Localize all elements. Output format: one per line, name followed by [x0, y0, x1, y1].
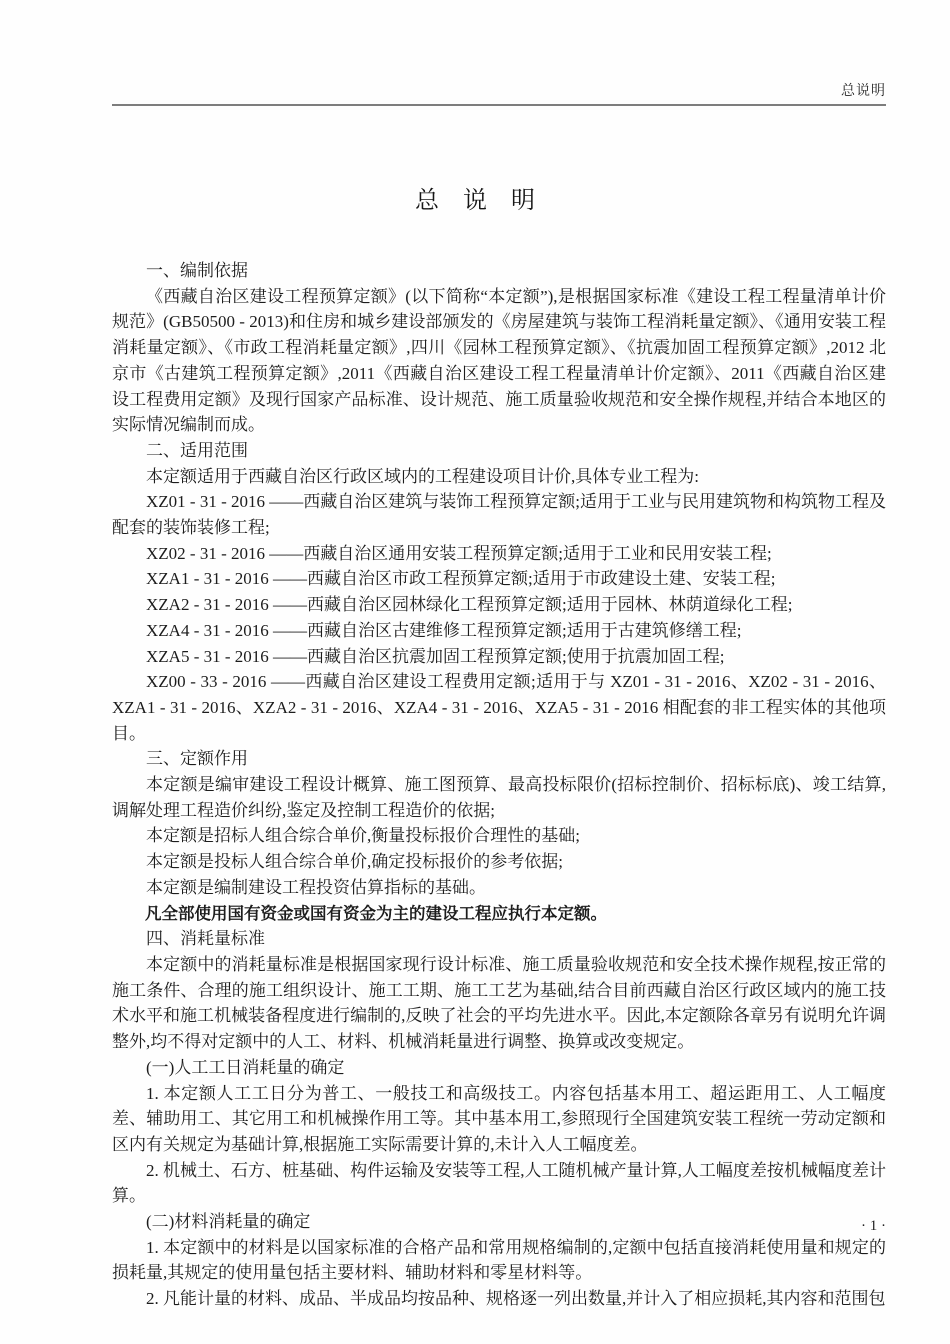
running-header: 总说明	[841, 84, 886, 99]
paragraph: (一)人工工日消耗量的确定	[146, 1057, 345, 1077]
paragraph: XZ02 - 31 - 2016 ——西藏自治区通用安装工程预算定额;适用于工业和民用安装工程;	[146, 543, 772, 563]
paragraph: 三、定额作用	[146, 749, 248, 769]
paragraph: 二、适用范围	[146, 440, 248, 460]
paragraph: 本定额适用于西藏自治区行政区域内的工程建设项目计价,具体专业工程为:	[146, 466, 699, 486]
paragraph: 2. 凡能计量的材料、成品、半成品均按品种、规格逐一列出数量,并计入了相应损耗,其内容和范围包	[146, 1289, 886, 1309]
paragraph: 2. 机械土、石方、桩基础、构件运输及安装等工程,人工随机械产量计算,人工幅度差按机械幅度差计算。	[112, 1160, 886, 1206]
paragraph: XZA1 - 31 - 2016 ——西藏自治区市政工程预算定额;适用于市政建设土建、安装工程;	[146, 569, 776, 589]
paragraph: 本定额是投标人组合综合单价,确定投标报价的参考依据;	[146, 852, 563, 872]
paragraph: 一、编制依据	[146, 261, 248, 280]
page-title: 总 说 明	[415, 188, 535, 214]
paragraph: 本定额中的消耗量标准是根据国家现行设计标准、施工质量验收规范和安全技术操作规程,按正常的施工条件、合理的施工组织设计、施工工期、施工工艺为基础,结合目前西藏自治区行政区域内的施工技术水平和施工机械装备程度进行编制的,反映了社会的平均先进水平。因此,本定额除各章另有说明允许调整外,均不得对定额中的人工、材料、机械消耗量进行调整、换算或改变规定。	[112, 954, 886, 1052]
paragraph: 本定额是编审建设工程设计概算、施工图预算、最高投标限价(招标控制价、招标标底)、竣工结算,调解处理工程造价纠纷,鉴定及控制工程造价的依据;	[112, 775, 886, 820]
paragraph: 四、消耗量标准	[146, 929, 265, 949]
header-rule	[112, 104, 886, 106]
page-number: · 1 ·	[861, 1218, 886, 1234]
paragraph: 本定额是编制建设工程投资估算指标的基础。	[146, 877, 486, 897]
paragraph: XZ01 - 31 - 2016 ——西藏自治区建筑与装饰工程预算定额;适用于工业与民用建筑物和构筑物工程及配套的装饰装修工程;	[112, 492, 886, 538]
paragraph: 1. 本定额人工工日分为普工、一般技工和高级技工。内容包括基本用工、超运距用工、人工幅度差、辅助用工、其它用工和机械操作用工等。其中基本用工,参照现行全国建筑安装工程统一劳动定额和区内有关规定为基础计算,根据施工实际需要计算的,未计入人工幅度差。	[112, 1083, 886, 1154]
paragraph: XZA5 - 31 - 2016 ——西藏自治区抗震加固工程预算定额;使用于抗震加固工程;	[146, 646, 725, 666]
paragraph: XZ00 - 33 - 2016 ——西藏自治区建设工程费用定额;适用于与 XZ01 - 31 - 2016、XZ02 - 31 - 2016、XZA1 - 31 - 2016、XZA2 - 31 - 2016、XZA4 - 31 - 2016、XZA5 - 31 - 2016 相配套的非工程实体的其他项目。	[112, 672, 886, 743]
paragraph: (二)材料消耗量的确定	[146, 1212, 311, 1232]
paragraph: 本定额是招标人组合综合单价,衡量投标报价合理性的基础;	[146, 826, 580, 846]
paragraph: 1. 本定额中的材料是以国家标准的合格产品和常用规格编制的,定额中包括直接消耗使用量和规定的损耗量,其规定的使用量包括主要材料、辅助材料和零星材料等。	[112, 1237, 886, 1283]
paragraph: XZA2 - 31 - 2016 ——西藏自治区园林绿化工程预算定额;适用于园林、林荫道绿化工程;	[146, 595, 793, 615]
paragraph: XZA4 - 31 - 2016 ——西藏自治区古建维修工程预算定额;适用于古建筑修缮工程;	[146, 620, 742, 640]
document-body	[112, 258, 886, 1312]
paragraph: 《西藏自治区建设工程预算定额》(以下简称“本定额”),是根据国家标准《建设工程工程量清单计价规范》(GB50500 - 2013)和住房和城乡建设部颁发的《房屋建筑与装饰工程消耗量定额》、《通用安装工程消耗量定额》、《市政工程消耗量定额》,四川《园林工程预算定额》、《抗震加固工程预算定额》,2012 北京市《古建筑工程预算定额》,2011《西藏自治区建设工程工程量清单计价定额》、2011《西藏自治区建设工程费用定额》及现行国家产品标准、设计规范、施工质量验收规范和安全操作规程,并结合本地区的实际情况编制而成。	[112, 286, 886, 435]
paragraph: 凡全部使用国有资金或国有资金为主的建设工程应执行本定额。	[145, 903, 607, 923]
